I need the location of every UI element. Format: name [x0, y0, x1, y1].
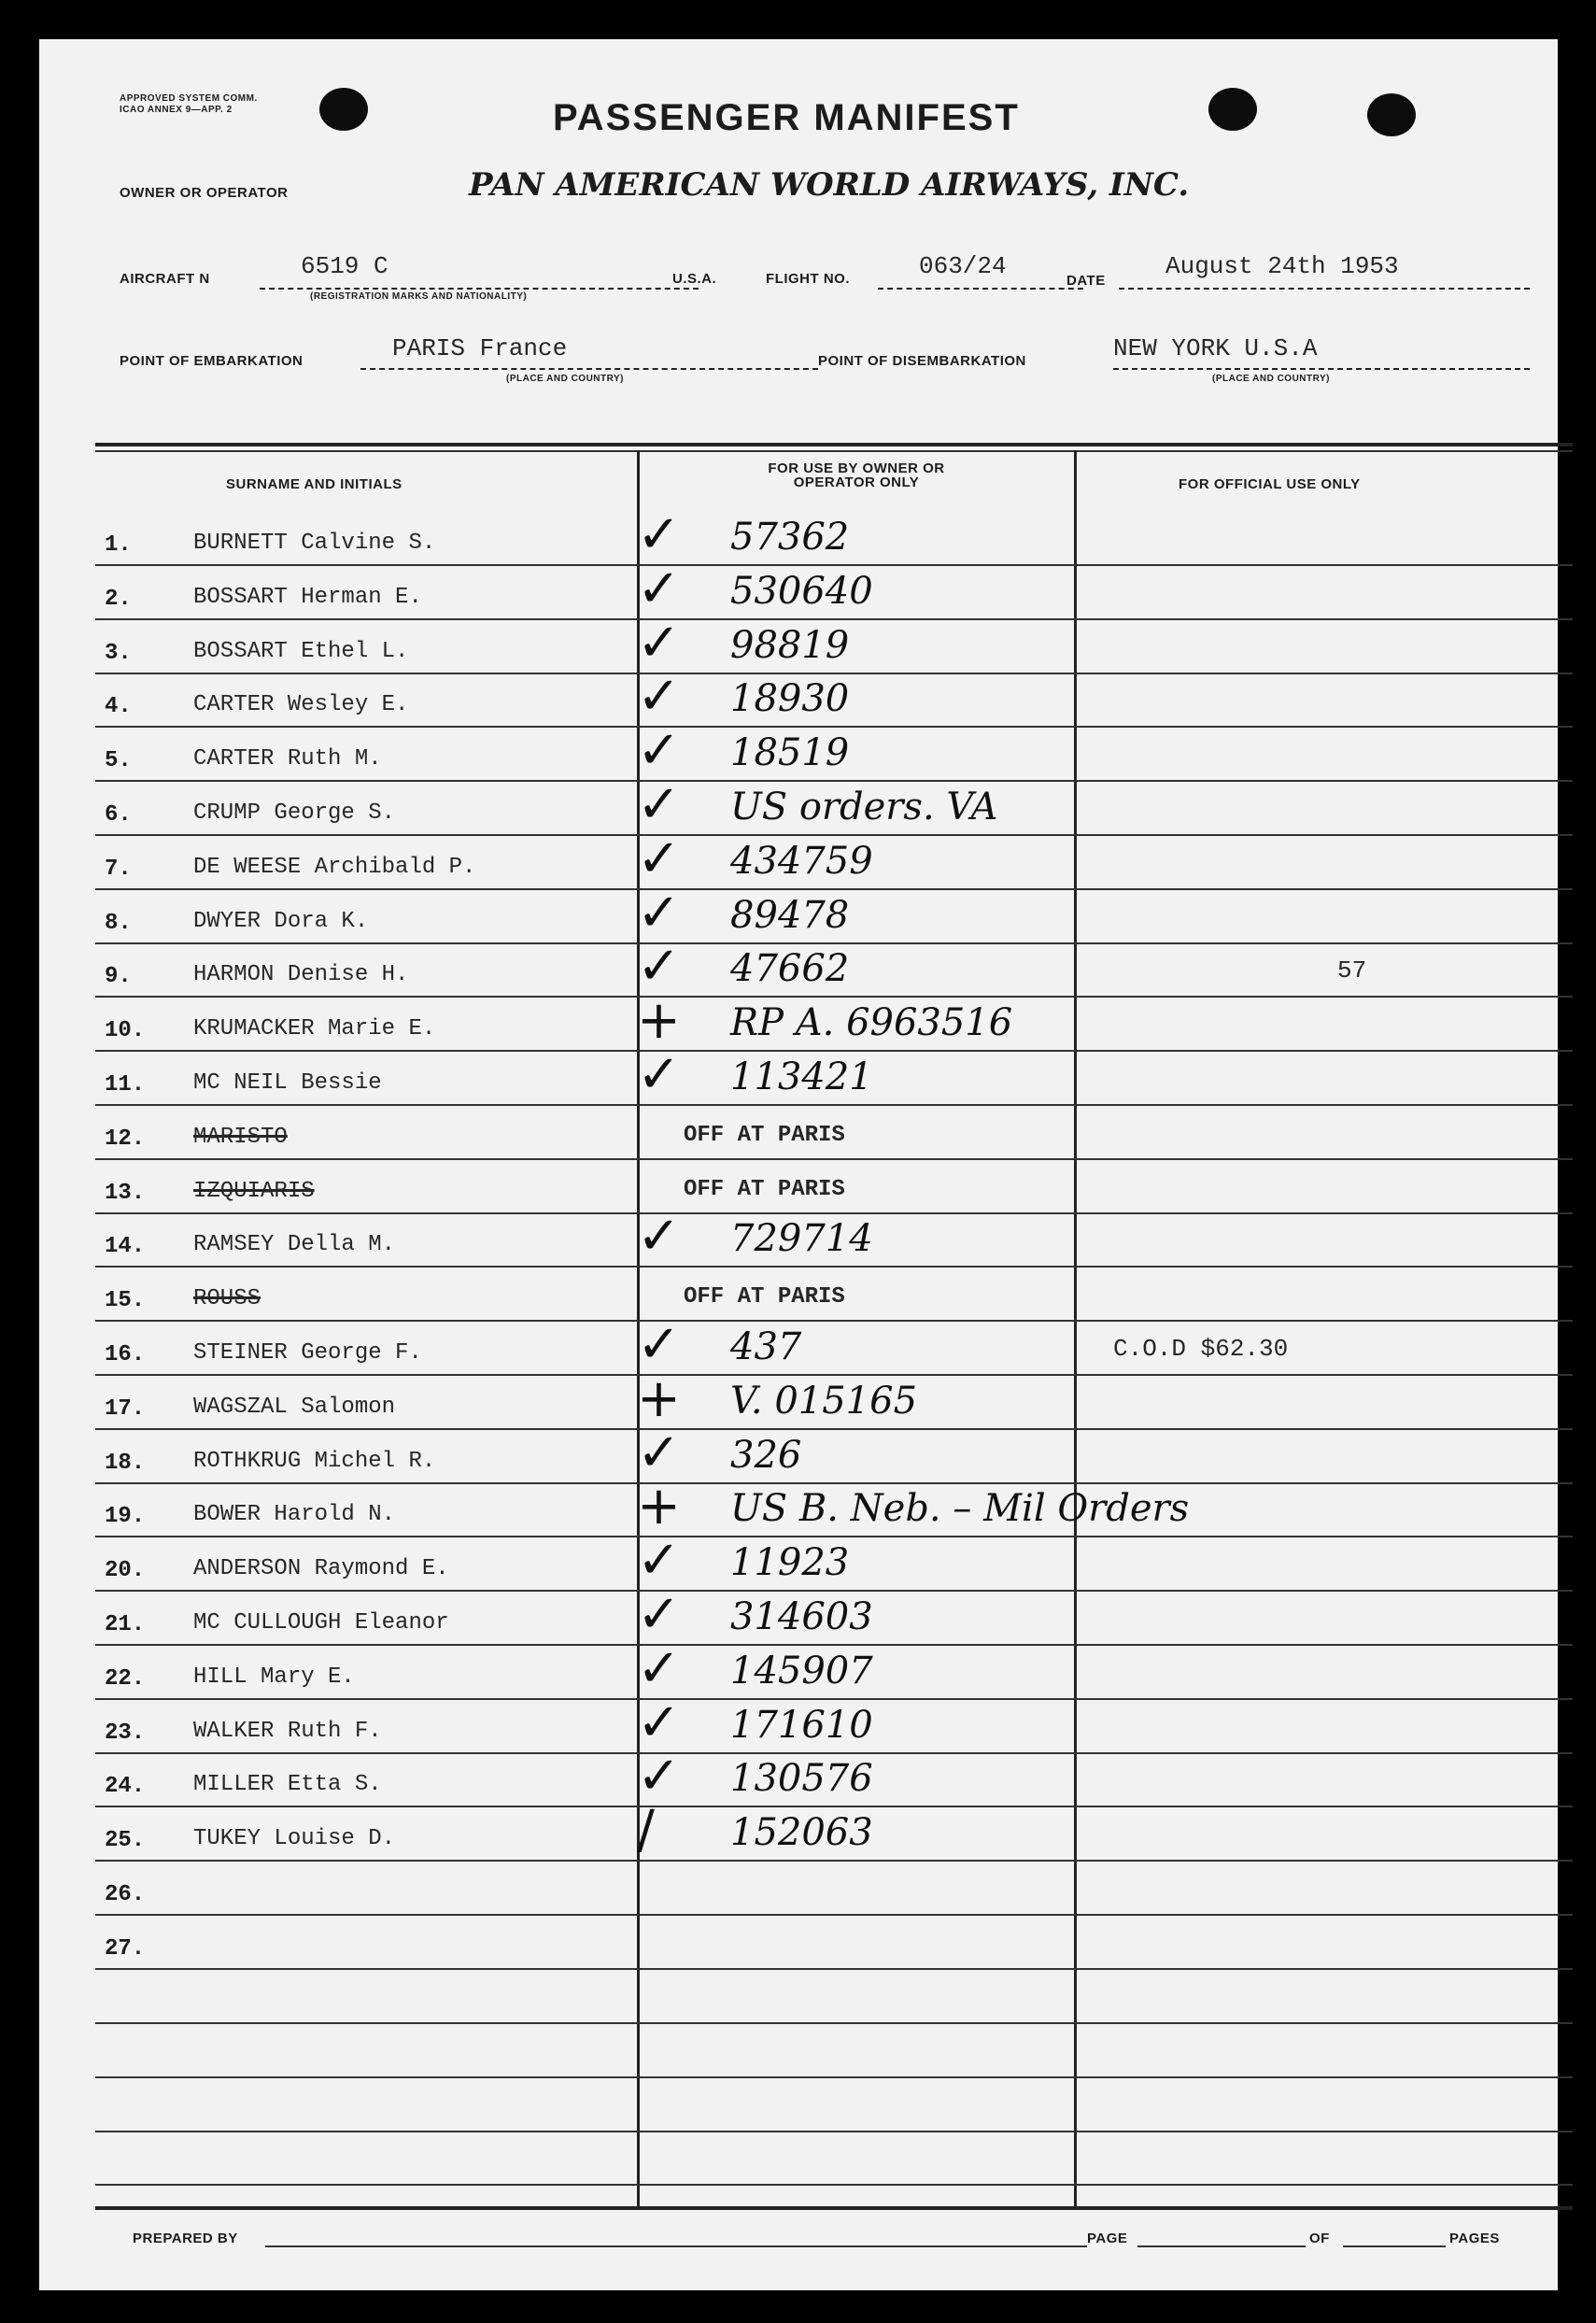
passenger-name: DE WEESE Archibald P.: [193, 855, 476, 880]
page-title: PASSENGER MANIFEST: [553, 97, 1020, 138]
flight-label: FLIGHT NO.: [766, 271, 850, 287]
owner-reference: 18519: [730, 731, 850, 774]
passenger-name: BOSSART Herman E.: [193, 585, 422, 610]
passenger-name: TUKEY Louise D.: [193, 1826, 396, 1851]
passenger-name: ROTHKRUG Michel R.: [193, 1449, 436, 1474]
check-mark: ✓: [637, 1638, 681, 1699]
check-mark: ✓: [637, 936, 681, 997]
owner-reference: 530640: [730, 570, 873, 613]
row-number: 14.: [105, 1234, 146, 1259]
column-header-official-use: FOR OFFICIAL USE ONLY: [1179, 476, 1361, 492]
owner-reference: 729714: [730, 1217, 873, 1260]
owner-reference: OFF AT PARIS: [684, 1177, 845, 1202]
owner-reference: 18930: [730, 677, 850, 720]
pages-label: PAGES: [1449, 2231, 1500, 2246]
registration-caption: (REGISTRATION MARKS AND NATIONALITY): [310, 291, 528, 302]
owner-reference: 434759: [730, 840, 873, 883]
prepared-by-label: PREPARED BY: [133, 2231, 238, 2246]
owner-reference: 130576: [730, 1757, 873, 1800]
row-number: 2.: [105, 587, 132, 612]
passenger-name: CRUMP George S.: [193, 800, 396, 826]
row-number: 7.: [105, 857, 132, 882]
owner-reference: 57362: [730, 516, 850, 559]
row-number: 3.: [105, 641, 132, 666]
owner-reference: OFF AT PARIS: [684, 1284, 845, 1310]
row-number: 25.: [105, 1828, 146, 1853]
check-mark: +: [637, 1368, 681, 1429]
passenger-name: DWYER Dora K.: [193, 909, 369, 934]
owner-reference: 11923: [730, 1541, 850, 1584]
owner-reference: 113421: [730, 1055, 873, 1098]
check-mark: ✓: [637, 1044, 681, 1105]
nationality: U.S.A.: [672, 271, 717, 287]
embarkation-caption: (PLACE AND COUNTRY): [506, 374, 624, 384]
check-mark: ✓: [637, 1423, 681, 1483]
official-note: C.O.D $62.30: [1113, 1335, 1289, 1363]
row-number: 9.: [105, 964, 132, 989]
check-mark: ✓: [637, 1693, 681, 1753]
check-mark: ✓: [637, 1206, 681, 1267]
owner-reference: 171610: [730, 1704, 873, 1747]
row-number: 5.: [105, 748, 132, 773]
check-mark: ✓: [637, 1746, 681, 1806]
check-mark: ✓: [637, 774, 681, 835]
owner-reference: 437: [730, 1325, 802, 1368]
embarkation-label: POINT OF EMBARKATION: [120, 353, 304, 369]
row-number: 26.: [105, 1882, 146, 1907]
aircraft-label: AIRCRAFT N: [120, 271, 210, 287]
embarkation-value: PARIS France: [392, 334, 568, 362]
check-mark: ✓: [637, 1314, 681, 1375]
passenger-name: ROUSS: [193, 1286, 261, 1311]
row-number: 11.: [105, 1072, 146, 1098]
check-mark: ✓: [637, 504, 681, 565]
passenger-name: BURNETT Calvine S.: [193, 531, 436, 556]
passenger-name: CARTER Ruth M.: [193, 746, 382, 772]
punch-hole-right-1: [1208, 88, 1257, 131]
passenger-name: ANDERSON Raymond E.: [193, 1556, 449, 1581]
owner-reference: V. 015165: [730, 1380, 918, 1423]
row-number: 23.: [105, 1721, 146, 1746]
owner-reference: 152063: [730, 1811, 873, 1854]
date-label: DATE: [1066, 273, 1106, 289]
official-note: 57: [1337, 956, 1367, 984]
column-header-owner-use: FOR USE BY OWNER OR OPERATOR ONLY: [768, 460, 945, 490]
owner-reference: US B. Neb. – Mil Orders: [730, 1487, 1190, 1530]
row-number: 27.: [105, 1936, 146, 1962]
passenger-name: IZQUIARIS: [193, 1179, 315, 1204]
passenger-name: MC CULLOUGH Eleanor: [193, 1610, 449, 1636]
disembarkation-caption: (PLACE AND COUNTRY): [1212, 374, 1330, 384]
passenger-name: MC NEIL Bessie: [193, 1070, 382, 1096]
row-number: 1.: [105, 532, 132, 558]
row-number: 22.: [105, 1666, 146, 1692]
owner-reference: 47662: [730, 947, 850, 990]
passenger-name: WAGSZAL Salomon: [193, 1395, 396, 1420]
check-mark: ✓: [637, 1530, 681, 1591]
passenger-name: MILLER Etta S.: [193, 1772, 382, 1797]
punch-hole-right-2: [1367, 93, 1416, 136]
aircraft-value: 6519 C: [301, 252, 388, 280]
owner-reference: 89478: [730, 894, 850, 937]
row-number: 16.: [105, 1342, 146, 1367]
row-number: 20.: [105, 1558, 146, 1583]
check-mark: ✓: [637, 666, 681, 727]
approval-stamp: APPROVED SYSTEM COMM. ICAO ANNEX 9—APP. 2: [120, 93, 258, 115]
row-number: 12.: [105, 1126, 146, 1152]
check-mark: ✓: [637, 559, 681, 619]
owner-label: OWNER OR OPERATOR: [120, 185, 289, 201]
row-number: 15.: [105, 1288, 146, 1313]
of-label: OF: [1309, 2231, 1330, 2246]
disembarkation-label: POINT OF DISEMBARKATION: [818, 353, 1026, 369]
owner-reference: 98819: [730, 624, 850, 667]
operator-name: PAN AMERICAN WORLD AIRWAYS, INC.: [469, 166, 1190, 204]
passenger-name: HARMON Denise H.: [193, 962, 409, 987]
row-number: 18.: [105, 1451, 146, 1476]
page-label: PAGE: [1087, 2231, 1128, 2246]
punch-hole-left: [319, 88, 368, 131]
check-mark: ✓: [637, 829, 681, 889]
owner-reference: RP A. 6963516: [730, 1001, 1013, 1044]
column-header-surname: SURNAME AND INITIALS: [226, 476, 403, 492]
passenger-name: WALKER Ruth F.: [193, 1719, 382, 1744]
date-value: August 24th 1953: [1165, 252, 1399, 280]
owner-reference: OFF AT PARIS: [684, 1123, 845, 1148]
passenger-name: BOSSART Ethel L.: [193, 639, 409, 664]
row-number: 19.: [105, 1504, 146, 1529]
check-mark: +: [637, 990, 681, 1051]
disembarkation-value: NEW YORK U.S.A: [1113, 334, 1318, 362]
check-mark: ✓: [637, 1584, 681, 1645]
manifest-sheet: [39, 39, 1558, 2290]
check-mark: /: [637, 1800, 655, 1861]
owner-reference: 314603: [730, 1595, 873, 1638]
passenger-name: RAMSEY Della M.: [193, 1232, 396, 1257]
row-number: 21.: [105, 1612, 146, 1637]
check-mark: ✓: [637, 720, 681, 781]
row-number: 4.: [105, 694, 132, 719]
row-number: 8.: [105, 911, 132, 936]
row-number: 6.: [105, 802, 132, 828]
row-number: 24.: [105, 1774, 146, 1799]
owner-reference: 326: [730, 1434, 802, 1477]
row-number: 17.: [105, 1396, 146, 1422]
row-number: 10.: [105, 1018, 146, 1043]
passenger-name: STEINER George F.: [193, 1340, 422, 1366]
owner-reference: 145907: [730, 1650, 873, 1693]
passenger-name: BOWER Harold N.: [193, 1502, 396, 1527]
check-mark: ✓: [637, 883, 681, 943]
owner-reference: US orders. VA: [730, 786, 998, 829]
passenger-name: CARTER Wesley E.: [193, 692, 409, 717]
passenger-name: HILL Mary E.: [193, 1664, 355, 1690]
passenger-name: KRUMACKER Marie E.: [193, 1016, 436, 1041]
passenger-name: MARISTO: [193, 1125, 288, 1150]
flight-value: 063/24: [919, 252, 1007, 280]
row-number: 13.: [105, 1181, 146, 1206]
check-mark: +: [637, 1476, 681, 1537]
check-mark: ✓: [637, 613, 681, 673]
